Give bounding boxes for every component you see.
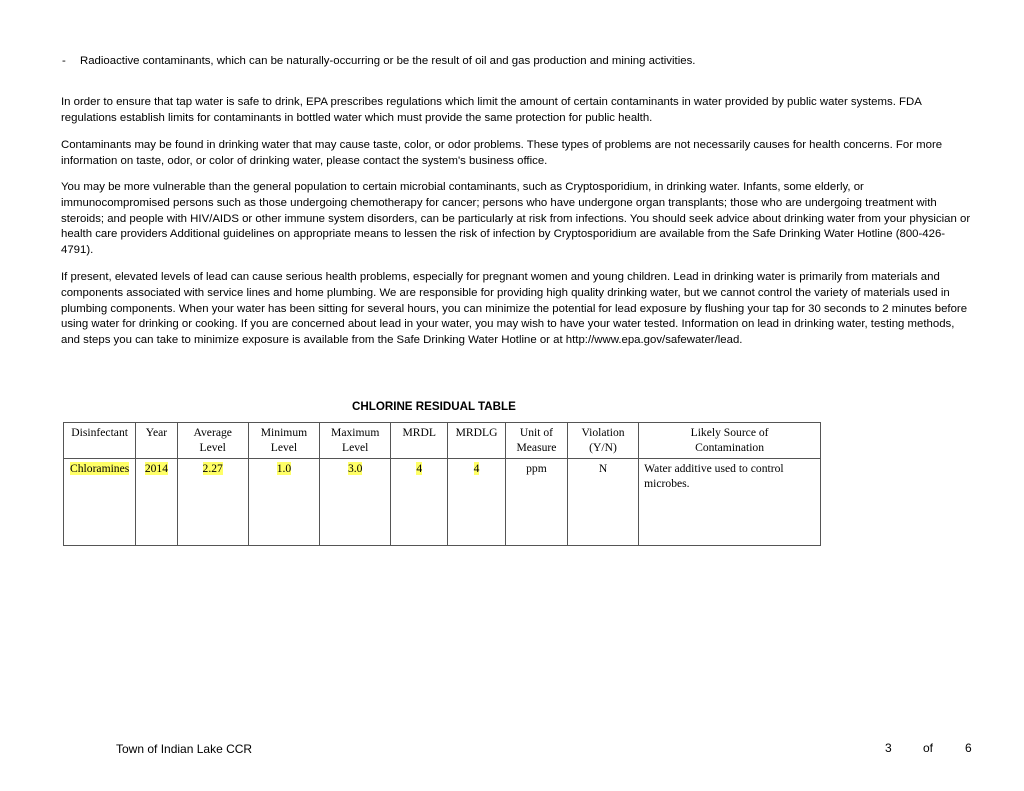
cell-disinfectant: Chloramines — [64, 459, 136, 546]
header-unit-of-measure: Unit of Measure — [505, 423, 567, 459]
header-violation: Violation (Y/N) — [567, 423, 638, 459]
header-maximum-level: Maximum Level — [320, 423, 391, 459]
header-mrdlg: MRDLG — [448, 423, 506, 459]
cell-average-level: 2.27 — [177, 459, 248, 546]
footer-document-name: Town of Indian Lake CCR — [116, 742, 253, 756]
paragraph-epa-regulations: In order to ensure that tap water is safe to drink, EPA prescribes regulations which limit the amount of certain contaminants in water provided by public water systems. FDA regulations establish limits for contaminants in bottled water which must provide the same protection for public health. — [61, 96, 922, 124]
header-mrdl: MRDL — [391, 423, 448, 459]
page-number: 3 — [885, 741, 892, 755]
chlorine-table-title: CHLORINE RESIDUAL TABLE — [352, 400, 516, 413]
paragraph-vulnerable-populations: You may be more vulnerable than the general population to certain microbial contaminants, such as Cryptosporidium, in drinking water. Infants, some elderly, or immunocompromised persons such as those undergoing chemotherapy for cancer; persons who have undergone organ transplants; those who are undergoing treatment with steroids; and people with HIV/AIDS or other immune system disorders, can be particularly at risk from infections. You should seek advice about drinking water from your physician or health care providers Additional guidelines on appropriate means to lessen the risk of infection by Cryptosporidium are available from the Safe Drinking Water Hotline (800-426-4791). — [61, 181, 971, 257]
cell-mrdl: 4 — [391, 459, 448, 546]
page-total: 6 — [965, 741, 972, 755]
paragraph-lead-information: If present, elevated levels of lead can cause serious health problems, especially for pregnant women and young children. Lead in drinking water is primarily from materials and components associated with service lines and home plumbing. We are responsible for providing high quality drinking water, but we cannot control the variety of materials used in plumbing components. When your water has been sitting for several hours, you can minimize the potential for lead exposure by flushing your tap for 30 seconds to 2 minutes before using water for drinking or cooking. If you are concerned about lead in your water, you may wish to have your water tested. Information on lead in drinking water, testing methods, and steps you can take to minimize exposure is available from the Safe Drinking Water Hotline or at http://www.epa.gov/safewater/lead. — [61, 271, 968, 347]
cell-unit-of-measure: ppm — [505, 459, 567, 546]
header-year: Year — [136, 423, 177, 459]
radioactive-bullet — [62, 54, 962, 69]
bullet-dash: - — [62, 55, 66, 67]
cell-year: 2014 — [136, 459, 177, 546]
header-average-level: Average Level — [177, 423, 248, 459]
cell-mrdlg: 4 — [448, 459, 506, 546]
cell-maximum-level: 3.0 — [320, 459, 391, 546]
header-disinfectant: Disinfectant — [64, 423, 136, 459]
page-of-label: of — [923, 741, 934, 755]
header-minimum-level: Minimum Level — [248, 423, 319, 459]
table-row — [64, 459, 821, 546]
table-header-row — [64, 423, 821, 459]
footer-page-indicator — [885, 741, 972, 755]
cell-violation: N — [567, 459, 638, 546]
cell-minimum-level: 1.0 — [248, 459, 319, 546]
chlorine-residual-table — [63, 422, 821, 546]
header-likely-source: Likely Source of Contamination — [639, 423, 821, 459]
paragraph-taste-odor: Contaminants may be found in drinking water that may cause taste, color, or odor problems. These types of problems are not necessarily causes for health concerns. For more information on taste, odor, or color of drinking water, please contact the system's business office. — [61, 139, 943, 167]
cell-likely-source: Water additive used to control microbes. — [639, 459, 821, 546]
bullet-text: Radioactive contaminants, which can be naturally-occurring or be the result of oil and gas production and mining activities. — [80, 55, 696, 67]
